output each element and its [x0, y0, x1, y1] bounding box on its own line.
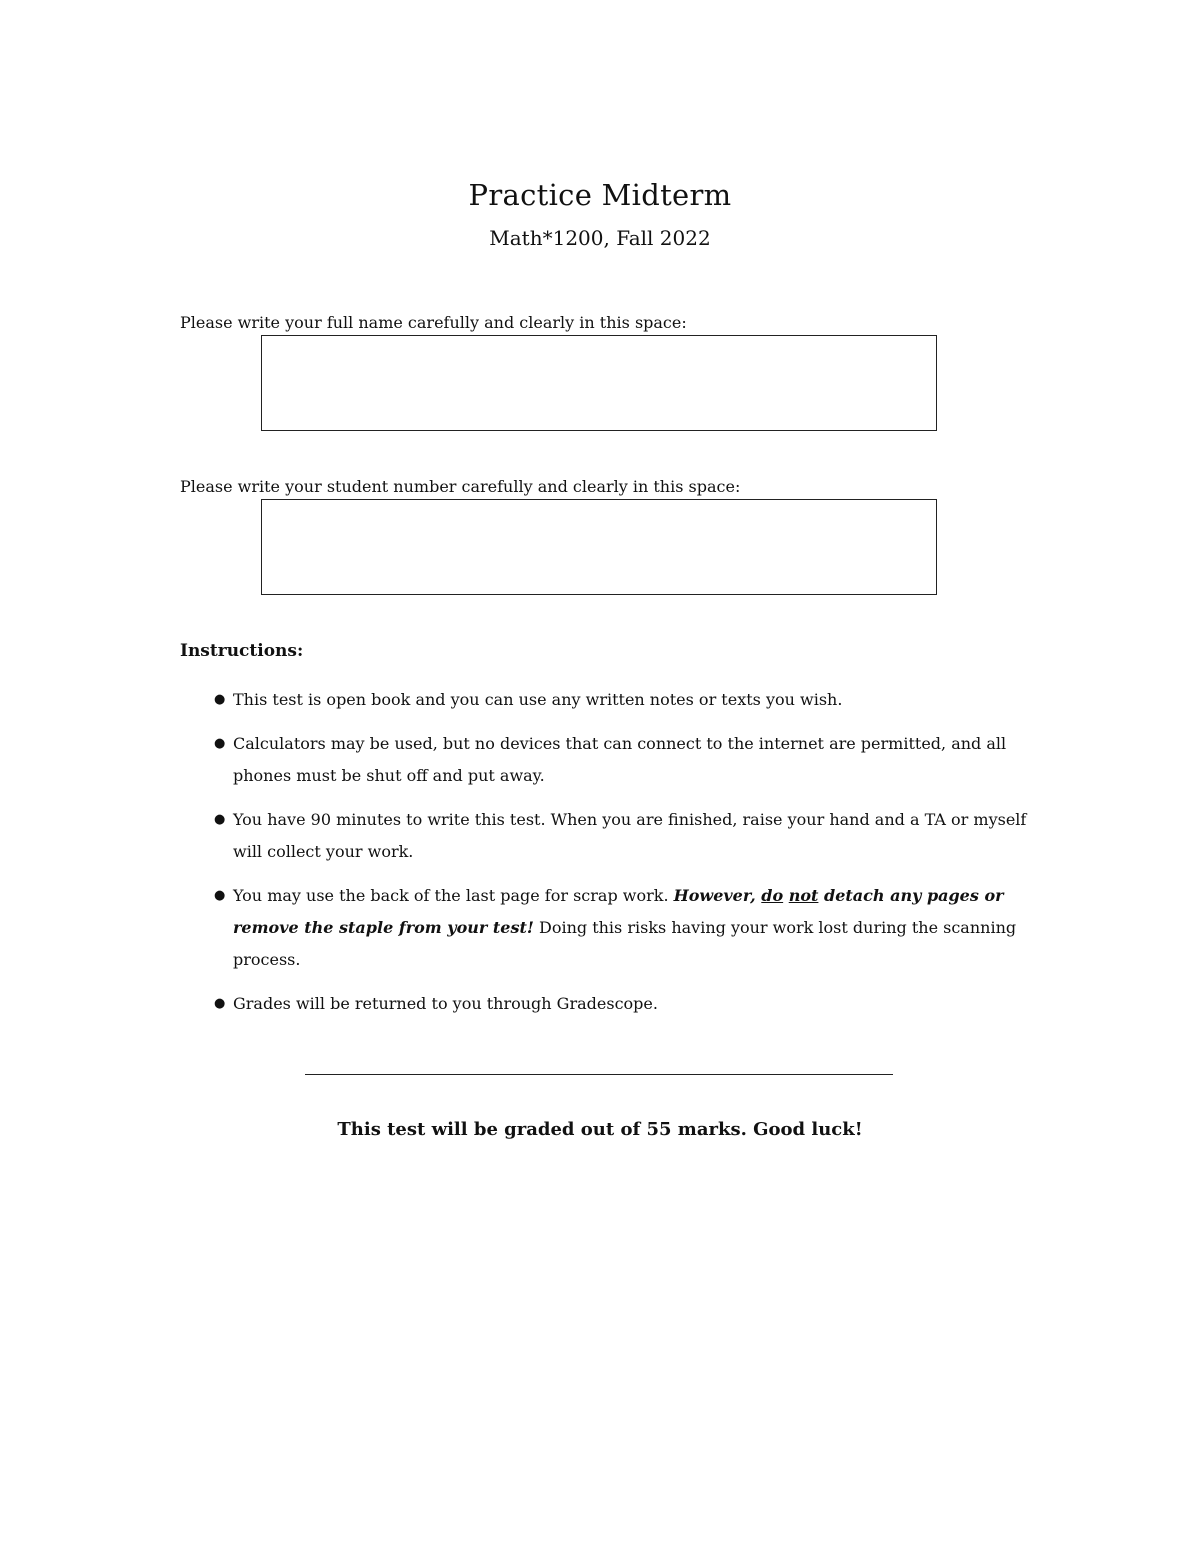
instruction-text: Calculators may be used, but no devices that can connect to the internet are permitted, and all phones must be shut off and put away. [233, 734, 1007, 785]
instruction-item [214, 988, 1029, 1020]
divider-rule [305, 1074, 893, 1075]
instruction-item [214, 804, 1029, 868]
emphasis-do: do [761, 886, 784, 905]
instruction-text: Grades will be returned to you through Gradescope. [233, 994, 658, 1013]
instruction-item [214, 728, 1029, 792]
emphasis-not: not [788, 886, 819, 905]
bullet-icon: ● [214, 692, 226, 707]
emphasis-however: However, [673, 886, 756, 905]
bullet-icon: ● [214, 812, 226, 827]
page-title: Practice Midterm [468, 178, 732, 212]
course-subtitle: Math*1200, Fall 2022 [489, 226, 711, 250]
instruction-text-after: Doing this risks having your work lost during the scanning process. [233, 918, 1017, 969]
name-answer-box[interactable] [261, 335, 937, 431]
bullet-icon: ● [214, 736, 226, 751]
instructions-heading: Instructions: [180, 641, 304, 661]
bullet-icon: ● [214, 996, 226, 1011]
instruction-item [214, 684, 1029, 716]
name-prompt: Please write your full name carefully and clearly in this space: [180, 313, 687, 332]
bullet-icon: ● [214, 888, 226, 903]
student-number-prompt: Please write your student number carefully and clearly in this space: [180, 477, 741, 496]
instructions-list [214, 684, 1029, 1032]
emphasis-detach: detach any pages or remove the staple from your test! [233, 886, 1004, 937]
grading-note: This test will be graded out of 55 marks. Good luck! [337, 1119, 863, 1140]
instruction-text: You have 90 minutes to write this test. When you are finished, raise your hand and a TA or myself will collect your work. [233, 810, 1027, 861]
instruction-text-before: You may use the back of the last page for scrap work. [233, 886, 669, 905]
instruction-item [214, 880, 1029, 976]
student-number-answer-box[interactable] [261, 499, 937, 595]
instruction-text: This test is open book and you can use any written notes or texts you wish. [233, 690, 843, 709]
